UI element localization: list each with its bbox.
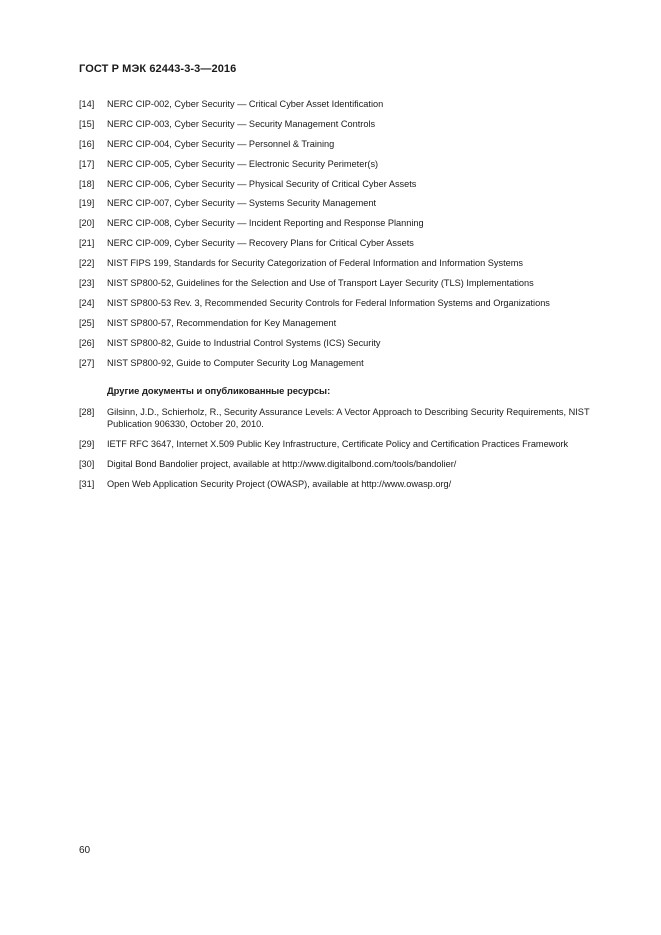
reference-text: NERC CIP-009, Cyber Security — Recovery Plans for Critical Cyber Assets	[107, 238, 414, 249]
reference-text: NERC CIP-005, Cyber Security — Electronic Security Perimeter(s)	[107, 158, 379, 169]
reference-item	[79, 178, 624, 190]
reference-number: [17]	[79, 158, 95, 169]
reference-item	[79, 217, 624, 229]
reference-item	[79, 438, 624, 450]
reference-number: [18]	[79, 178, 95, 189]
reference-item	[79, 257, 624, 269]
reference-number: [25]	[79, 317, 95, 328]
reference-text: NERC CIP-002, Cyber Security — Critical Cyber Asset Identification	[107, 99, 384, 109]
reference-text: NIST SP800-57, Recommendation for Key Management	[107, 317, 337, 328]
reference-item	[79, 138, 624, 150]
reference-text: Gilsinn, J.D., Schierholz, R., Security Assurance Levels: A Vector Approach to Describing Security Requirements, NIST Publication 906330, October 20, 2010.	[107, 407, 590, 429]
reference-number: [24]	[79, 297, 95, 308]
reference-item	[79, 458, 624, 470]
reference-item	[79, 237, 624, 249]
reference-text: NERC CIP-004, Cyber Security — Personnel & Training	[107, 138, 335, 149]
reference-text: NERC CIP-008, Cyber Security — Incident Reporting and Response Planning	[107, 218, 424, 229]
reference-text: IETF RFC 3647, Internet X.509 Public Key Infrastructure, Certificate Policy and Certification Practices Framework	[107, 439, 569, 449]
section-heading: Другие документы и опубликованные ресурсы:	[107, 385, 331, 396]
document-header: ГОСТ Р МЭК 62443-3-3—2016	[79, 63, 237, 75]
reference-item	[79, 158, 624, 170]
reference-text: NIST SP800-52, Guidelines for the Selection and Use of Transport Layer Security (TLS) Implementations	[107, 278, 534, 289]
reference-item	[79, 357, 624, 369]
reference-item	[79, 118, 624, 130]
reference-number: [30]	[79, 459, 95, 469]
reference-number: [28]	[79, 407, 95, 417]
reference-text: Digital Bond Bandolier project, available at http://www.digitalbond.com/tools/bandolier/	[107, 459, 457, 469]
reference-number: [23]	[79, 278, 95, 289]
reference-list	[79, 98, 624, 376]
reference-item	[79, 197, 624, 209]
reference-number: [15]	[79, 118, 95, 129]
reference-number: [22]	[79, 258, 95, 269]
reference-item	[79, 337, 624, 349]
reference-item	[79, 297, 624, 309]
reference-text: NIST FIPS 199, Standards for Security Categorization of Federal Information and Information Systems	[107, 258, 524, 269]
reference-item	[79, 478, 624, 490]
reference-item	[79, 317, 624, 329]
reference-text: NERC CIP-007, Cyber Security — Systems Security Management	[107, 198, 377, 209]
other-reference-list	[79, 406, 624, 498]
page-number: 60	[79, 845, 91, 856]
reference-item	[79, 277, 624, 289]
reference-text: NIST SP800-53 Rev. 3, Recommended Security Controls for Federal Information Systems and Organizations	[107, 297, 550, 308]
reference-number: [29]	[79, 439, 95, 449]
reference-number: [27]	[79, 357, 95, 368]
reference-text: NIST SP800-92, Guide to Computer Security Log Management	[107, 357, 364, 368]
reference-number: [31]	[79, 479, 95, 489]
reference-number: [26]	[79, 337, 95, 348]
reference-text: Open Web Application Security Project (OWASP), available at http://www.owasp.org/	[107, 479, 452, 489]
reference-text: NIST SP800-82, Guide to Industrial Control Systems (ICS) Security	[107, 337, 381, 348]
reference-item	[79, 406, 624, 430]
reference-item	[79, 98, 624, 110]
reference-text: NERC CIP-006, Cyber Security — Physical Security of Critical Cyber Assets	[107, 178, 417, 189]
reference-number: [16]	[79, 138, 95, 149]
reference-number: [19]	[79, 198, 95, 209]
reference-number: [20]	[79, 218, 95, 229]
reference-number: [14]	[79, 99, 95, 109]
reference-text: NERC CIP-003, Cyber Security — Security Management Controls	[107, 118, 376, 129]
reference-number: [21]	[79, 238, 95, 249]
